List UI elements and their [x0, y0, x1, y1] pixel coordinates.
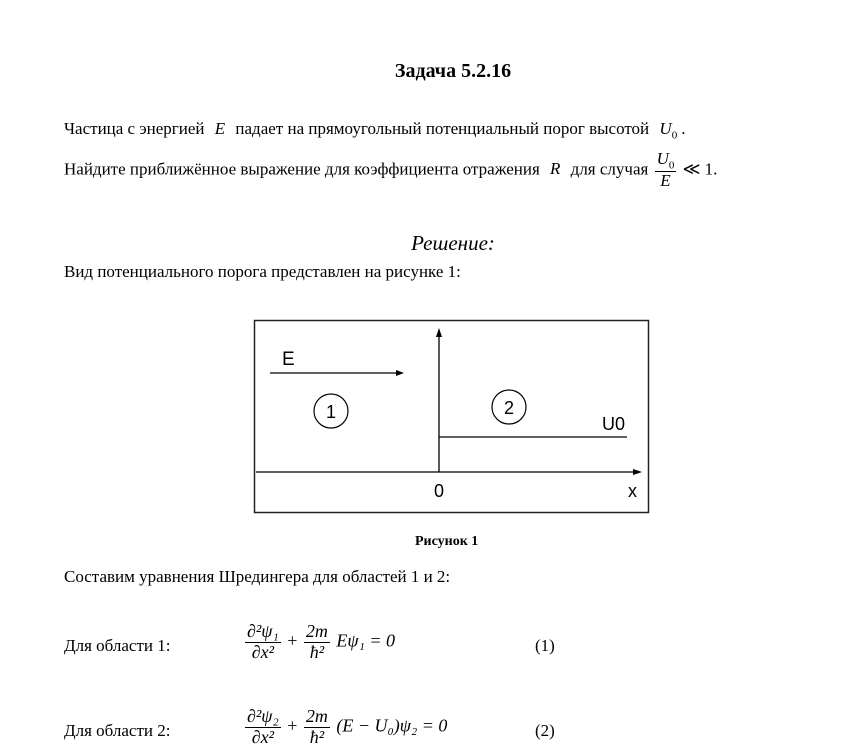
eq-denominator: ħ²: [309, 641, 325, 662]
subscript: 0: [671, 129, 678, 142]
label-region-2: 2: [503, 398, 515, 418]
energy-arrow-head-icon: [396, 370, 404, 376]
equation-2-label: Для области 2:: [64, 721, 171, 740]
x-axis-arrow-icon: [633, 469, 642, 475]
label-U0: U0: [602, 414, 626, 434]
solution-heading: Решение:: [411, 231, 495, 255]
text: .: [681, 119, 686, 138]
figure-frame: [255, 321, 649, 513]
eq-denominator: ∂x²: [251, 641, 274, 662]
equation-1-label: Для области 1:: [64, 636, 171, 655]
eq-denominator: ħ²: [309, 726, 325, 747]
eq-numerator: 2m: [305, 621, 328, 641]
subscript: 0: [668, 159, 675, 172]
eq-denominator: ∂x²: [251, 726, 274, 747]
symbol-E: E: [214, 119, 226, 138]
y-axis-arrow-icon: [436, 328, 442, 337]
eq-numerator: 2m: [305, 706, 328, 726]
equation-2-number: (2): [535, 721, 555, 740]
eq-tail: Eψ₁ = 0: [336, 630, 395, 651]
symbol-U: U: [659, 119, 672, 138]
eq-plus: +: [287, 715, 298, 736]
eq-plus: +: [287, 630, 298, 651]
label-E: E: [282, 349, 295, 370]
label-x: x: [628, 481, 637, 501]
problem-title: Задача 5.2.16: [394, 60, 512, 82]
label-region-1: 1: [325, 402, 337, 422]
intro-text: Вид потенциального порога представлен на рисунке 1:: [64, 262, 461, 281]
text: Найдите приближённое выражение для коэффициента отражения: [64, 159, 540, 179]
text: ≪ 1.: [682, 159, 718, 179]
symbol-E: E: [660, 171, 671, 191]
eq-numerator: ∂²ψ₂: [247, 706, 279, 726]
equation-1-number: (1): [535, 636, 555, 655]
text: Частица с энергией: [64, 119, 205, 138]
eq-tail: (E − U₀)ψ₂ = 0: [336, 715, 448, 736]
equation-2: [243, 707, 447, 748]
symbol-U: U: [656, 149, 669, 168]
eq-numerator: ∂²ψ₁: [247, 621, 279, 641]
equation-1: [243, 622, 395, 663]
label-origin: 0: [433, 481, 445, 501]
symbol-R: R: [550, 159, 561, 179]
schrodinger-intro: Составим уравнения Шредингера для областей 1 и 2:: [64, 567, 451, 586]
text: падает на прямоугольный потенциальный порог высотой: [235, 119, 650, 138]
figure-caption: Рисунок 1: [415, 534, 479, 549]
text: для случая: [570, 159, 649, 179]
